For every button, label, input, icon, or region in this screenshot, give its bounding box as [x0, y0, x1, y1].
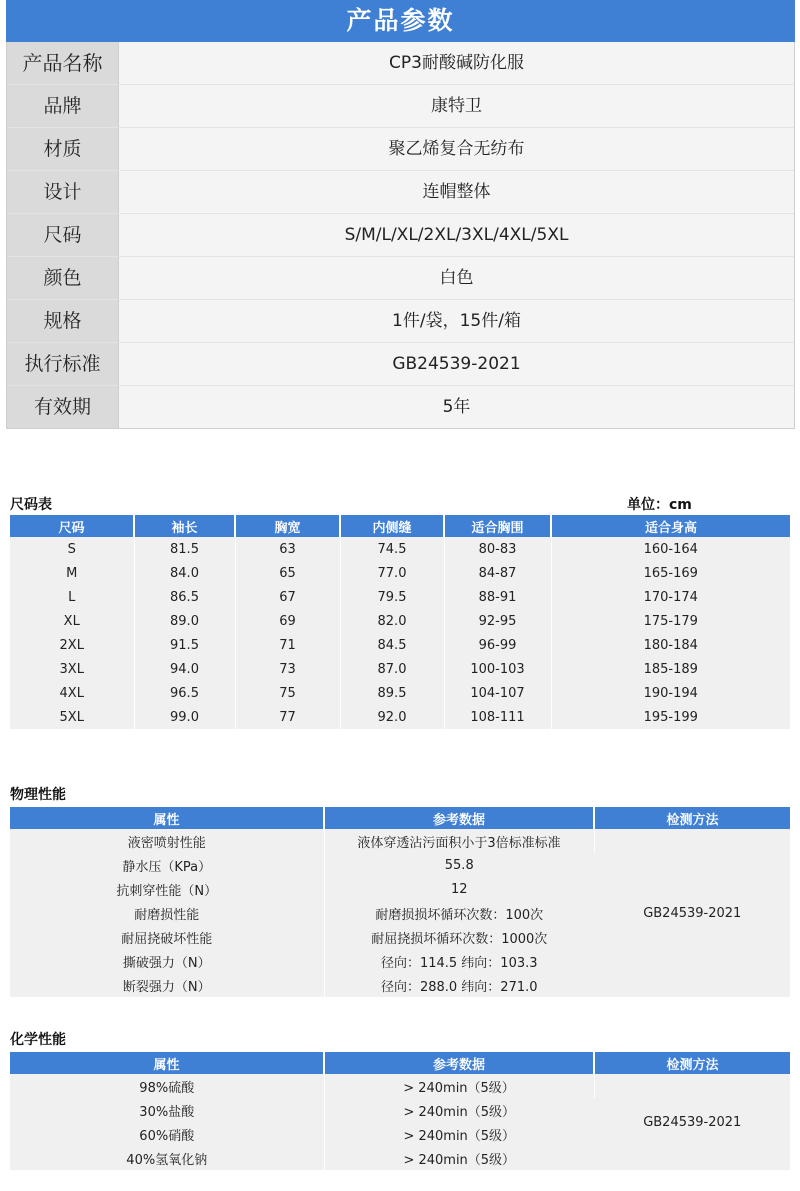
table-cell: 液体穿透沾污面积小于3倍标准标准 — [324, 829, 594, 853]
table-cell: 180-184 — [551, 633, 790, 657]
param-value: 聚乙烯复合无纺布 — [119, 128, 794, 170]
column-header: 胸宽 — [235, 515, 340, 537]
table-cell: S — [10, 537, 134, 561]
table-cell: 80-83 — [444, 537, 551, 561]
table-cell: 91.5 — [134, 633, 235, 657]
table-cell: 77 — [235, 705, 340, 729]
table-cell: 69 — [235, 609, 340, 633]
table-cell: 190-194 — [551, 681, 790, 705]
table-cell: L — [10, 585, 134, 609]
table-cell: 175-179 — [551, 609, 790, 633]
table-cell: 87.0 — [340, 657, 444, 681]
table-cell: 67 — [235, 585, 340, 609]
params-title: 产品参数 — [6, 0, 795, 42]
param-key: 规格 — [7, 300, 119, 342]
chemical-table-header — [10, 1052, 790, 1074]
table-row — [10, 681, 790, 705]
param-key: 材质 — [7, 128, 119, 170]
table-row — [10, 585, 790, 609]
table-cell: 73 — [235, 657, 340, 681]
table-cell: > 240min（5级） — [324, 1098, 594, 1122]
table-cell: M — [10, 561, 134, 585]
product-params-panel — [6, 0, 795, 429]
table-cell: 160-164 — [551, 537, 790, 561]
table-cell: 89.0 — [134, 609, 235, 633]
column-header: 属性 — [10, 807, 324, 829]
table-cell: 88-91 — [444, 585, 551, 609]
table-cell: 60%硝酸 — [10, 1122, 324, 1146]
table-cell: 2XL — [10, 633, 134, 657]
size-table-unit: 单位：cm — [627, 497, 692, 513]
table-cell: 55.8 — [324, 853, 594, 877]
table-row — [10, 657, 790, 681]
table-cell: 71 — [235, 633, 340, 657]
param-key: 设计 — [7, 171, 119, 213]
table-cell: 液密喷射性能 — [10, 829, 324, 853]
table-cell: > 240min（5级） — [324, 1146, 594, 1170]
size-table — [10, 515, 790, 729]
test-method-cell: GB24539-2021 — [594, 1074, 790, 1170]
param-value: 白色 — [119, 257, 794, 299]
param-value: 5年 — [119, 386, 794, 428]
table-cell: 84-87 — [444, 561, 551, 585]
test-method-cell: GB24539-2021 — [594, 829, 790, 997]
param-row-material — [7, 128, 794, 171]
table-cell: 断裂强力（N） — [10, 973, 324, 997]
table-cell: 3XL — [10, 657, 134, 681]
table-cell: 5XL — [10, 705, 134, 729]
table-row — [10, 537, 790, 561]
table-cell: 185-189 — [551, 657, 790, 681]
table-cell: 170-174 — [551, 585, 790, 609]
table-row — [10, 1074, 790, 1098]
table-cell: 104-107 — [444, 681, 551, 705]
table-cell: 63 — [235, 537, 340, 561]
size-table-header — [10, 515, 790, 537]
physical-table-header — [10, 807, 790, 829]
param-row-color — [7, 257, 794, 300]
param-row-standard — [7, 343, 794, 386]
table-row — [10, 561, 790, 585]
chemical-table — [10, 1052, 790, 1170]
param-key: 产品名称 — [7, 42, 119, 84]
param-key: 品牌 — [7, 85, 119, 127]
table-row — [10, 829, 790, 853]
table-cell: 30%盐酸 — [10, 1098, 324, 1122]
param-value: 1件/袋，15件/箱 — [119, 300, 794, 342]
table-cell: 96-99 — [444, 633, 551, 657]
param-key: 尺码 — [7, 214, 119, 256]
table-cell: 82.0 — [340, 609, 444, 633]
table-cell: 108-111 — [444, 705, 551, 729]
table-cell: 径向：288.0 纬向：271.0 — [324, 973, 594, 997]
table-cell: 84.0 — [134, 561, 235, 585]
column-header: 尺码 — [10, 515, 134, 537]
table-cell: 92.0 — [340, 705, 444, 729]
param-row-name — [7, 42, 794, 85]
param-key: 执行标准 — [7, 343, 119, 385]
size-table-title: 尺码表 — [10, 497, 52, 513]
param-value: GB24539-2021 — [119, 343, 794, 385]
table-cell: 40%氢氧化钠 — [10, 1146, 324, 1170]
param-row-size — [7, 214, 794, 257]
table-cell: 4XL — [10, 681, 134, 705]
column-header: 参考数据 — [324, 1052, 594, 1074]
table-cell: 耐磨损损坏循环次数：100次 — [324, 901, 594, 925]
table-cell: > 240min（5级） — [324, 1122, 594, 1146]
table-cell: 79.5 — [340, 585, 444, 609]
param-value: 连帽整体 — [119, 171, 794, 213]
column-header: 适合身高 — [551, 515, 790, 537]
table-cell: 98%硫酸 — [10, 1074, 324, 1098]
table-cell: 65 — [235, 561, 340, 585]
param-key: 有效期 — [7, 386, 119, 428]
table-cell: 165-169 — [551, 561, 790, 585]
table-cell: 74.5 — [340, 537, 444, 561]
column-header: 检测方法 — [594, 1052, 790, 1074]
table-cell: 77.0 — [340, 561, 444, 585]
table-cell: 耐屈挠破坏性能 — [10, 925, 324, 949]
param-key: 颜色 — [7, 257, 119, 299]
param-value: CP3耐酸碱防化服 — [119, 42, 794, 84]
column-header: 属性 — [10, 1052, 324, 1074]
table-cell: 撕破强力（N） — [10, 949, 324, 973]
column-header: 适合胸围 — [444, 515, 551, 537]
table-cell: 75 — [235, 681, 340, 705]
table-cell: 89.5 — [340, 681, 444, 705]
chemical-title: 化学性能 — [10, 1032, 66, 1048]
table-row — [10, 609, 790, 633]
table-cell: 100-103 — [444, 657, 551, 681]
column-header: 内侧缝 — [340, 515, 444, 537]
params-body — [6, 42, 795, 429]
table-cell: 81.5 — [134, 537, 235, 561]
table-cell: 耐磨损性能 — [10, 901, 324, 925]
physical-table — [10, 807, 790, 997]
table-cell: 195-199 — [551, 705, 790, 729]
table-cell: 抗刺穿性能（N） — [10, 877, 324, 901]
table-cell: 94.0 — [134, 657, 235, 681]
physical-title: 物理性能 — [10, 787, 66, 803]
column-header: 检测方法 — [594, 807, 790, 829]
table-cell: 96.5 — [134, 681, 235, 705]
table-cell: 84.5 — [340, 633, 444, 657]
column-header: 袖长 — [134, 515, 235, 537]
table-cell: 径向：114.5 纬向：103.3 — [324, 949, 594, 973]
param-row-spec — [7, 300, 794, 343]
param-row-design — [7, 171, 794, 214]
table-cell: XL — [10, 609, 134, 633]
param-row-validity — [7, 386, 794, 429]
table-row — [10, 705, 790, 729]
table-cell: 92-95 — [444, 609, 551, 633]
column-header: 参考数据 — [324, 807, 594, 829]
table-cell: 静水压（KPa） — [10, 853, 324, 877]
param-row-brand — [7, 85, 794, 128]
table-cell: 耐屈挠损坏循环次数：1000次 — [324, 925, 594, 949]
table-cell: 99.0 — [134, 705, 235, 729]
table-cell: 12 — [324, 877, 594, 901]
table-row — [10, 633, 790, 657]
param-value: 康特卫 — [119, 85, 794, 127]
table-cell: > 240min（5级） — [324, 1074, 594, 1098]
table-cell: 86.5 — [134, 585, 235, 609]
param-value: S/M/L/XL/2XL/3XL/4XL/5XL — [119, 214, 794, 256]
